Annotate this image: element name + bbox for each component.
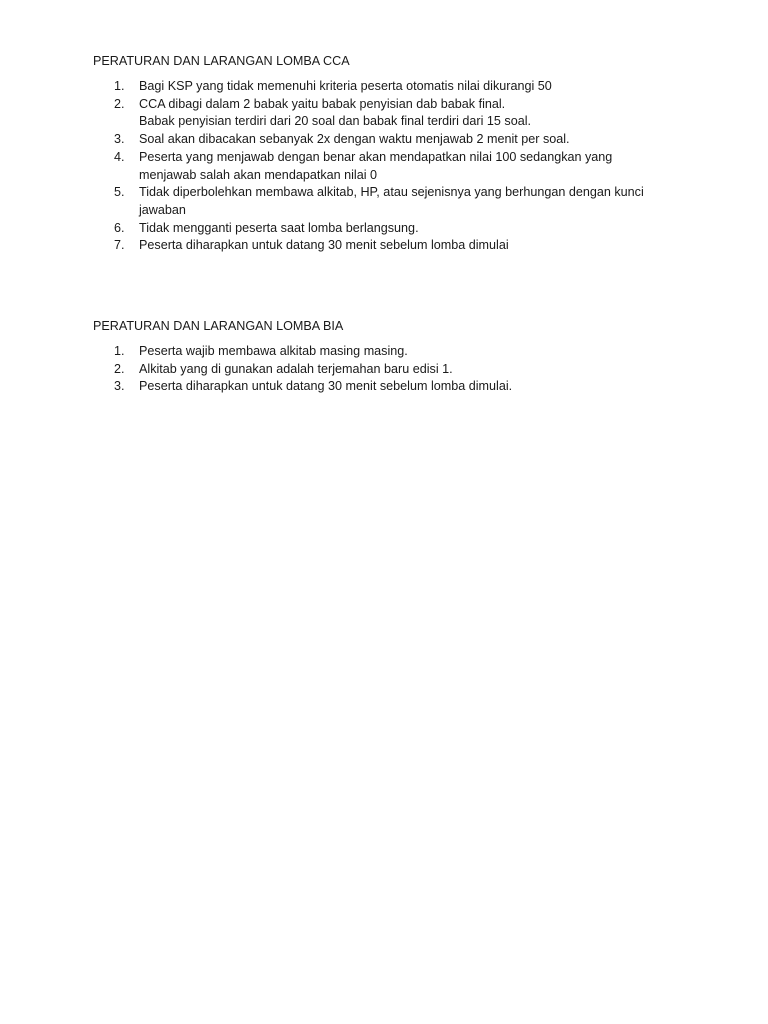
list-item: [93, 237, 693, 255]
list-number: 4.: [114, 149, 125, 164]
list-number: 3.: [114, 132, 125, 147]
list-text: Tidak mengganti peserta saat lomba berlangsung.: [139, 220, 419, 235]
list-number: 2.: [114, 96, 125, 111]
rules-list: [93, 78, 693, 255]
list-number: 2.: [114, 361, 125, 376]
list-text: menjawab salah akan mendapatkan nilai 0: [139, 167, 378, 182]
list-text: Peserta wajib membawa alkitab masing masing.: [139, 344, 408, 358]
list-text: jawaban: [139, 202, 186, 217]
list-text: Peserta diharapkan untuk datang 30 menit sebelum lomba dimulai.: [139, 379, 513, 394]
section-cca-rules: [93, 52, 693, 255]
list-text: Babak penyisian terdiri dari 20 soal dan babak final terdiri dari 15 soal.: [139, 114, 532, 129]
rules-list: [93, 343, 693, 396]
list-text: Soal akan dibacakan sebanyak 2x dengan waktu menjawab 2 menit per soal.: [139, 132, 570, 147]
list-item: [93, 184, 693, 219]
list-number: 6.: [114, 220, 125, 235]
list-number: 1.: [114, 79, 125, 93]
list-text: Alkitab yang di gunakan adalah terjemahan baru edisi 1.: [139, 361, 453, 376]
list-item: [93, 343, 693, 361]
section-bia-rules: [93, 317, 693, 396]
list-item: [93, 131, 693, 149]
list-text: CCA dibagi dalam 2 babak yaitu babak penyisian dab babak final.: [139, 96, 506, 111]
list-item: [93, 78, 693, 96]
list-text: Peserta yang menjawab dengan benar akan mendapatkan nilai 100 sedangkan yang: [139, 149, 613, 164]
list-text: Bagi KSP yang tidak memenuhi kriteria peserta otomatis nilai dikurangi 50: [139, 79, 552, 93]
list-item: [93, 149, 693, 184]
section-title: PERATURAN DAN LARANGAN LOMBA BIA: [93, 319, 344, 333]
list-number: 7.: [114, 238, 125, 253]
section-title: PERATURAN DAN LARANGAN LOMBA CCA: [93, 54, 350, 68]
list-text: Peserta diharapkan untuk datang 30 menit sebelum lomba dimulai: [139, 238, 509, 253]
list-text: Tidak diperbolehkan membawa alkitab, HP, atau sejenisnya yang berhungan dengan kunci: [139, 185, 644, 200]
list-item: [93, 220, 693, 238]
list-item: [93, 96, 693, 131]
list-number: 1.: [114, 344, 125, 358]
list-item: [93, 361, 693, 379]
list-item: [93, 378, 693, 396]
list-number: 3.: [114, 379, 125, 394]
list-number: 5.: [114, 185, 125, 200]
